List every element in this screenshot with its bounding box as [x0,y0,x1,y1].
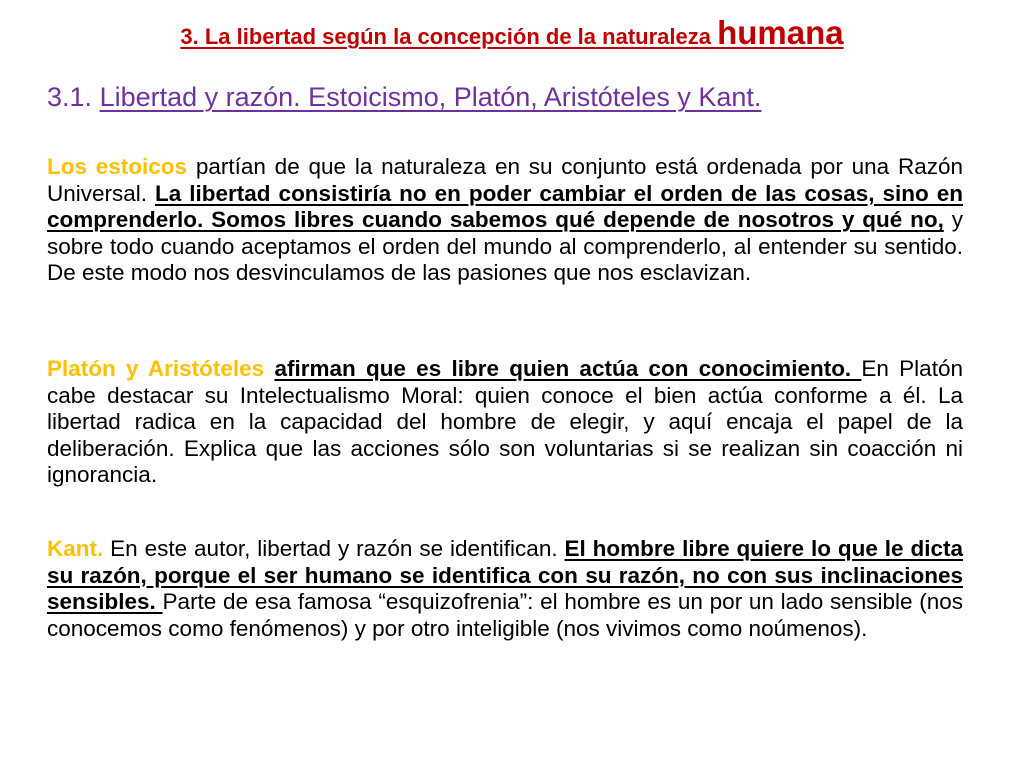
paragraph-highlight: Platón y Aristóteles [47,356,265,381]
paragraph-text: En Platón cabe destacar su Intelectualismo Moral: quien conoce el bien actúa conforme a él. La libertad radica en la capacidad del hombre de elegir, y aquí encaja el papel de la deliberación. Explica que las acciones sólo son voluntarias si se realizan sin coacción ni ignorancia. [47,356,963,487]
section-subtitle [47,82,761,113]
paragraph-text: y sobre todo cuando aceptamos el orden del mundo al comprenderlo, al entender su sentido. De este modo nos desvinculamos de las pasiones que nos esclavizan. [47,207,963,285]
paragraph-estoicos [47,154,963,287]
paragraph-platon-aristoteles [47,356,963,489]
paragraph-kant [47,536,963,642]
paragraph-text: Parte de esa famosa “esquizofrenia”: el hombre es un por un lado sensible (nos conocemos como fenómenos) y por otro inteligible (nos vivimos como noúmenos). [47,589,964,641]
paragraph-text: partían de que la naturaleza en su conjunto está ordenada por una Razón Universal. [47,154,963,206]
slide-title [0,14,1024,52]
paragraph-highlight: Los estoicos [47,154,188,179]
subtitle-text: Libertad y razón. Estoicismo, Platón, Aristóteles y Kant. [99,82,762,112]
subtitle-number: 3.1. [47,82,93,112]
paragraph-underlined: La libertad consistiría no en poder cambiar el orden de las cosas, sino en comprenderlo. Somos libres cuando sabemos qué depende de nosotros y qué no, [47,180,963,232]
paragraph-text [264,356,274,381]
paragraph-highlight: Kant. [47,536,104,561]
title-main: 3. La libertad según la concepción de la naturaleza [180,24,711,49]
paragraph-text: En este autor, libertad y razón se identifican. [103,536,565,561]
title-emphasis: humana [717,14,844,51]
paragraph-underlined: afirman que es libre quien actúa con conocimiento. [274,356,862,381]
paragraph-underlined: El hombre libre quiere lo que le dicta su razón, porque el ser humano se identifica con su razón, no con sus inclinaciones sensibles. [47,536,963,614]
